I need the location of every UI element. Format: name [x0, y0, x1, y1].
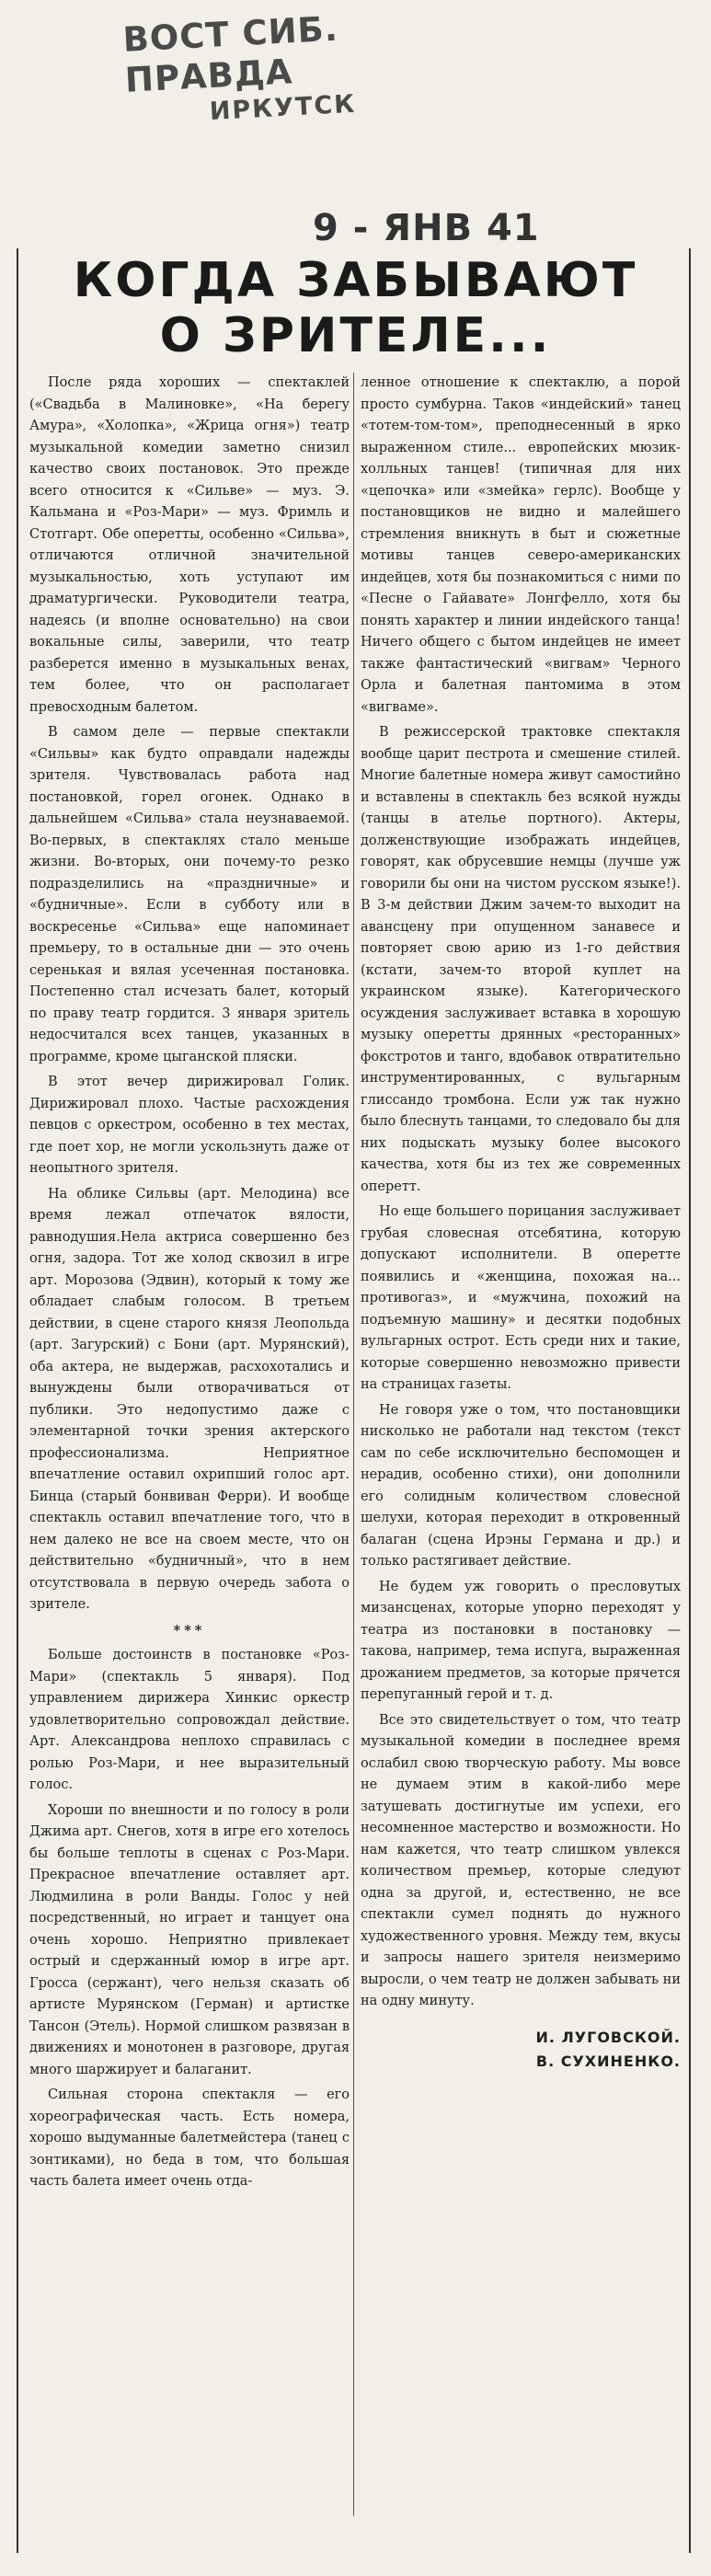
column-divider: [353, 373, 354, 2516]
paragraph: Не говоря уже о том, что постановщики нисколько не работали над текстом (текст сам по себе исключительно беспомощен и нерадив, особенно стихи), они дополнили его солидным количеством словесной шелухи, которая переходит в откровенный балаган (сцена Ирэны Германа и др.) и только растягивает действие.: [361, 1402, 681, 1569]
article: [17, 248, 691, 2553]
paragraph: В этот вечер дирижировал Голик. Дирижировал плохо. Частые расхождения певцов с оркестром, особенно в тех местах, где поет хор, не могли ускользнуть даже от неопытного зрителя.: [29, 1075, 350, 1176]
paragraph: ленное отношение к спектаклю, а порой просто сумбурна. Таков «индейский» танец «тотем-том-том», преподнесенный в ярко выраженном стиле... европейских мюзик-холльных танцев! (типичная для них «цепочка» или «змейка» герлс). Вообще у постановщиков не видно и малейшего стремления вникнуть в быт и сюжетные мотивы танцев северо-американских индейцев, хотя бы познакомиться с ними по «Песне о Гайавате» Лонгфелло, хотя бы понять характер и линии индейского танца! Ничего общего с бытом индейцев не имеет также фантастический «вигвам» Черного Орла и балетная пантомима в этом «вигваме».: [361, 375, 681, 715]
headline-line-2: О ЗРИТЕЛЕ...: [159, 308, 552, 363]
headline-line-1: КОГДА ЗАБЫВАЮТ: [73, 253, 638, 308]
date-stamp: 9 - ЯНВ 41: [313, 207, 540, 249]
author-signature: [361, 2026, 681, 2074]
paragraph: В режиссерской трактовке спектакля вообще царит пестрота и смешение стилей. Многие балетные номера живут самостийно и вставлены в спектакль без всякой нужды (танцы в ателье портного). Актеры, долженствующие изображать индейцев, говорят, как обрусевшие немцы (лучше уж говорили бы они на чистом русском языке!). В 3-м действии Джим зачем-то выходит на авансцену при опущенном занавесе и повторяет свою арию из 1-го действия (кстати, зачем-то второй куплет на украинском языке). Категорического осуждения заслуживает вставка в хорошую музыку оперетты дрянных «ресторанных» фокстротов и танго, вдобавок отвратительно инструментированных, с вульгарным глиссандо тромбона. Если уж так нужно было блеснуть танцами, то следовало бы для них подыскать музыку более высокого качества, хотя бы из тех же современных оперетт.: [361, 725, 681, 1194]
paragraph: Не будем уж говорить о пресловутых мизансценах, которые упорно переходят у театра из постановки в постановку — такова, например, тема испуга, выраженная дрожанием предметов, за которые прячется перепуганный герой и т. д.: [361, 1579, 681, 1702]
author-2: В. СУХИНЕНКО.: [535, 2052, 681, 2070]
stamp-city: ИРКУТСК: [209, 89, 358, 126]
paragraph: После ряда хороших — спектаклей («Свадьба в Малиновке», «На берегу Амура», «Холопка», «Жрица огня») театр музыкальной комедии заметно снизил качество своих постановок. Это прежде всего относится к «Сильве» — муз. Э. Кальмана и «Роз-Мари» — муз. Фримль и Стотгарт. Обе оперетты, особенно «Сильва», отличаются отличной значительной музыкальностью, хоть уступают им драматургически. Руководители театра, надеясь (и вполне основательно) на свои вокальные силы, заверили, что театр разберется именно в музыкальных венах, тем более, что он располагает превосходным балетом.: [29, 375, 350, 715]
stamp-newspaper-name: ВОСТ СИБ. ПРАВДА: [121, 8, 339, 100]
section-separator: ***: [173, 1622, 206, 1639]
paragraph: Все это свидетельствует о том, что театр музыкальной комедии в последнее время ослабил свою творческую работу. Мы вовсе не думаем этим в какой-либо мере затушевать достигнутые им успехи, его несомненное мастерство и возможности. Но нам кажется, что театр слишком увлекся количеством премьер, которые следуют одна за другой, и, естественно, не все спектакли сумел поднять до нужного художественного уровня. Между тем, вкусы и запросы нашего зрителя неизмеримо выросли, о чем театр не должен забывать ни на одну минуту.: [361, 1712, 681, 2008]
newspaper-source-stamp: [121, 7, 366, 126]
article-headline: [18, 253, 693, 363]
paragraph: На облике Сильвы (арт. Мелодина) все время лежал отпечаток вялости, равнодушия.Heлa актриса совершенно без огня, задора. Тот же холод сквозил в игре арт. Морозова (Эдвин), который к тому же обладает слабым голосом. В третьем действии, в сцене старого князя Леопольда (арт. Загурский) с Бони (арт. Мурянский), оба актера, не выдержав, расхохотались и вынуждены были отворачиваться от публики. Это недопустимо даже с элементарной точки зрения актерского профессионализма. Неприятное впечатление оставил охрипший голос арт. Бинца (старый бонвиван Ферри). И вообще спектакль оставил впечатление того, что в нем далеко не все на своем месте, что он действительно «будничный», что в нем отсутствовала в первую очередь забота о зрителе.: [29, 1186, 350, 1612]
right-column: [361, 373, 681, 2525]
author-1: И. ЛУГОВСКОЙ.: [535, 2028, 681, 2046]
paragraph: Больше достоинств в постановке «Роз-Мари» (спектакль 5 января). Под управлением дирижера Хинкис оркестр удовлетворительно сопровождал действие. Арт. Александрова неплохо справилась с ролью Роз-Мари, и нее выразительный голос.: [29, 1648, 350, 1792]
paragraph: Но еще большего порицания заслуживает грубая словесная отсебятина, которую допускают исполнители. В оперетте появились и «женщина, похожая на... противогаз», и «мужчина, похожий на подъемную машину» и десятки подобных вульгарных острот. Есть среди них и такие, которые совершенно невозможно привести на страницах газеты.: [361, 1204, 681, 1392]
paragraph: Хороши по внешности и по голосу в роли Джима арт. Снегов, хотя в игре его хотелось бы больше теплоты в сценах с Роз-Мари. Прекрасное впечатление оставляет арт. Людмилина в роли Ванды. Голос у ней посредственный, но играет и танцует она очень хорошо. Неприятно привлекает острый и сдержанный юмор в игре арт. Гросса (сержант), чего нельзя сказать об артисте Мурянском (Герман) и артистке Тансон (Этель). Нормой слишком развязан в движениях и монотонен в разговоре, другая много шаржирует и балаганит.: [29, 1802, 350, 2077]
paragraph: Сильная сторона спектакля — его хореографическая часть. Есть номера, хорошо выдуманные балетмейстера (танец с зонтиками), но беда в том, что большая часть балета имеет очень отда-: [29, 2087, 350, 2189]
paragraph: В самом деле — первые спектакли «Сильвы» как будто оправдали надежды зрителя. Чувствовалась работа над постановкой, горел огонек. Однако в дальнейшем «Сильва» стала неузнаваемой. Во-первых, в спектаклях стало меньше жизни. Во-вторых, они почему-то резко подразделились на «праздничные» и «будничные». Если в субботу или в воскресенье «Сильва» еще напоминает премьеру, то в остальные дни — это очень серенькая и вялая усеченная постановка. Постепенно стал исчезать балет, который по праву театр гордится. 3 января зритель недосчитался всех танцев, указанных в программе, кроме цыганской пляски.: [29, 725, 350, 1064]
left-column: [29, 373, 350, 2525]
